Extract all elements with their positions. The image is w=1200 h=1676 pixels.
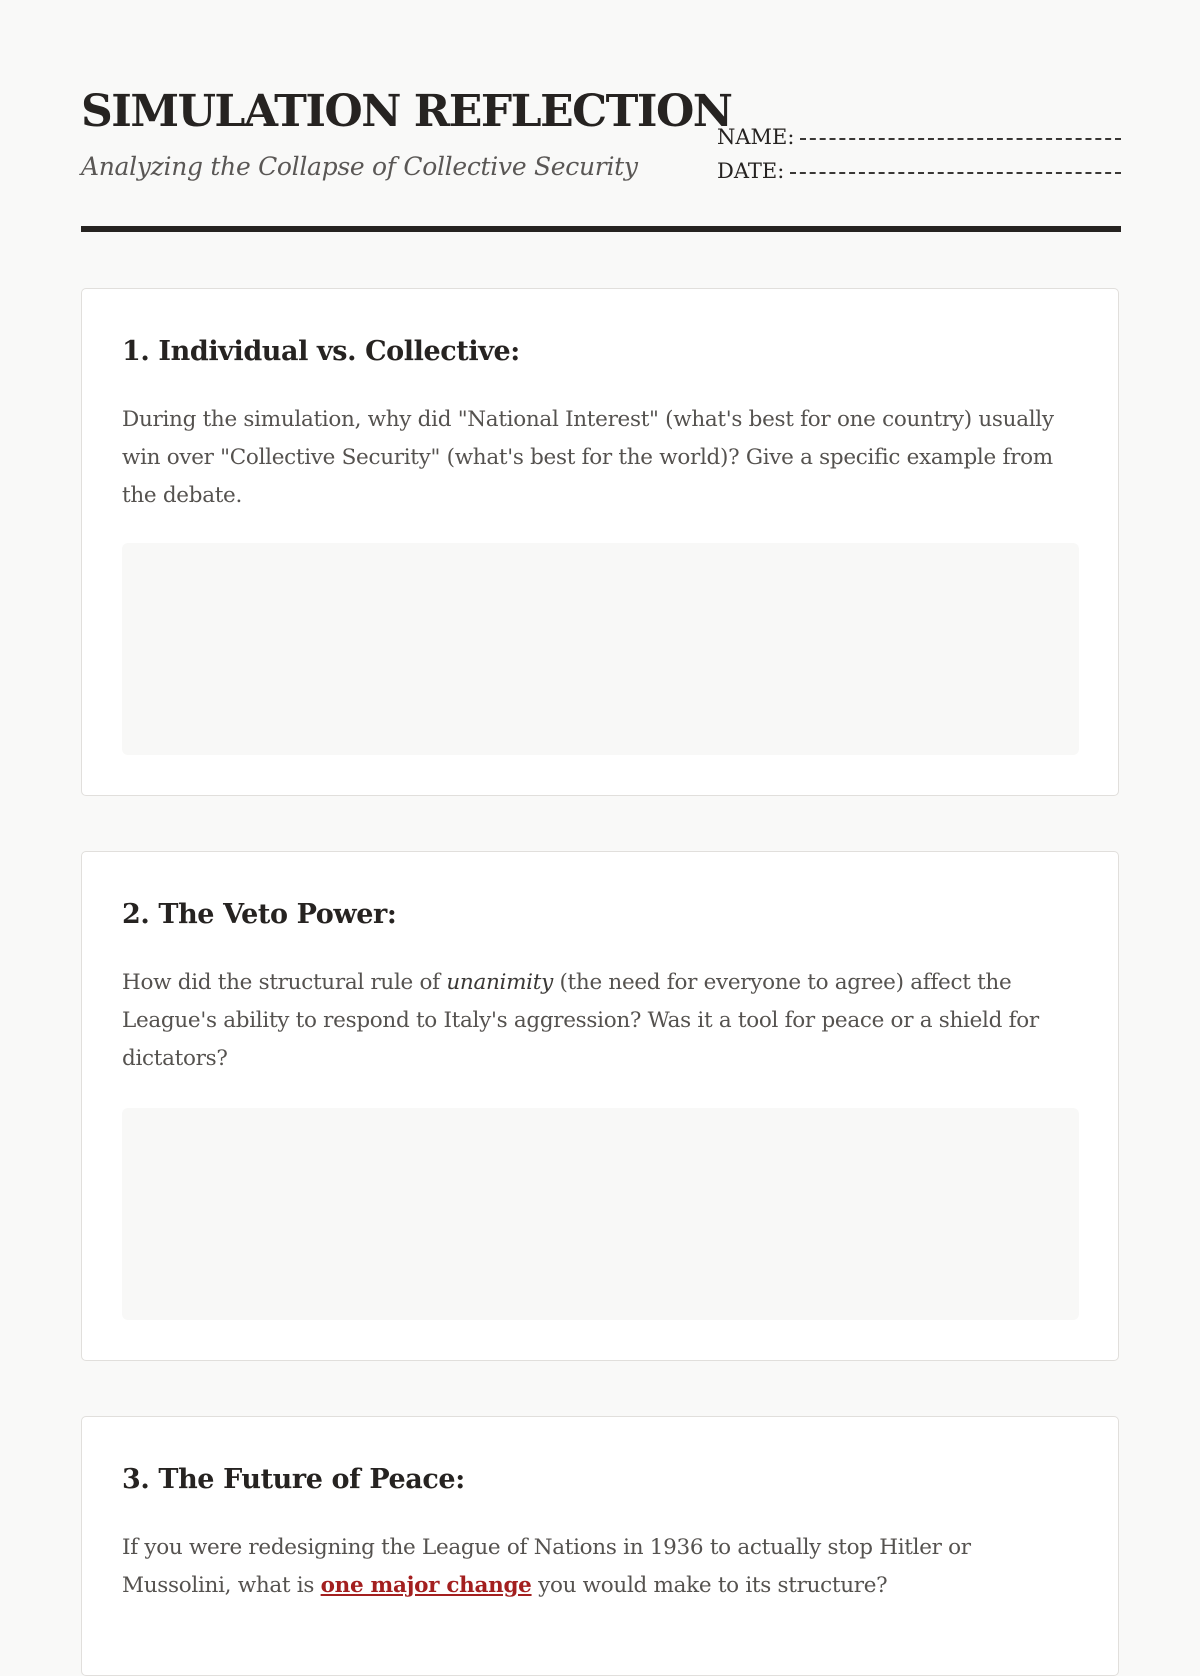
prompt-text: (the need for everyone to agree) affect the League's ability to respond to Italy's aggression? Was it a tool for peace or a shield for dictators?: [122, 970, 1039, 1071]
name-label: NAME:: [717, 125, 795, 149]
question-card-1: [81, 288, 1119, 796]
answer-box[interactable]: [122, 1108, 1079, 1320]
date-field[interactable]: [717, 154, 1121, 188]
question-prompt: [122, 1529, 1082, 1605]
student-info-fields: [717, 120, 1121, 188]
page-subtitle: Analyzing the Collapse of Collective Security: [81, 152, 638, 181]
page-title: SIMULATION REFLECTION: [81, 86, 732, 137]
question-heading: 2. The Veto Power:: [122, 899, 397, 930]
prompt-emphasis: unanimity: [446, 970, 553, 995]
question-heading: 1. Individual vs. Collective:: [122, 336, 520, 367]
worksheet-header: [81, 84, 1121, 234]
prompt-text: How did the structural rule of: [122, 970, 447, 995]
question-card-3: [81, 1416, 1119, 1676]
question-prompt: During the simulation, why did "National Interest" (what's best for one country) usually win over "Collective Security" (what's best for the world)? Give a specific example from the debate.: [122, 407, 1054, 508]
prompt-text: you would make to its structure?: [531, 1573, 888, 1598]
date-blank-line[interactable]: [790, 172, 1121, 174]
prompt-text: If you were redesigning the League of Nations in 1936 to actually stop Hitler or Mussolini, what is: [122, 1535, 971, 1598]
question-prompt: [122, 964, 1082, 1078]
question-card-2: [81, 851, 1119, 1361]
name-blank-line[interactable]: [800, 138, 1121, 140]
answer-box[interactable]: [122, 543, 1079, 755]
date-label: DATE:: [717, 159, 785, 183]
name-field[interactable]: [717, 120, 1121, 154]
prompt-emphasis: one major change: [320, 1573, 532, 1598]
question-heading: 3. The Future of Peace:: [122, 1464, 465, 1495]
header-divider: [81, 226, 1121, 232]
